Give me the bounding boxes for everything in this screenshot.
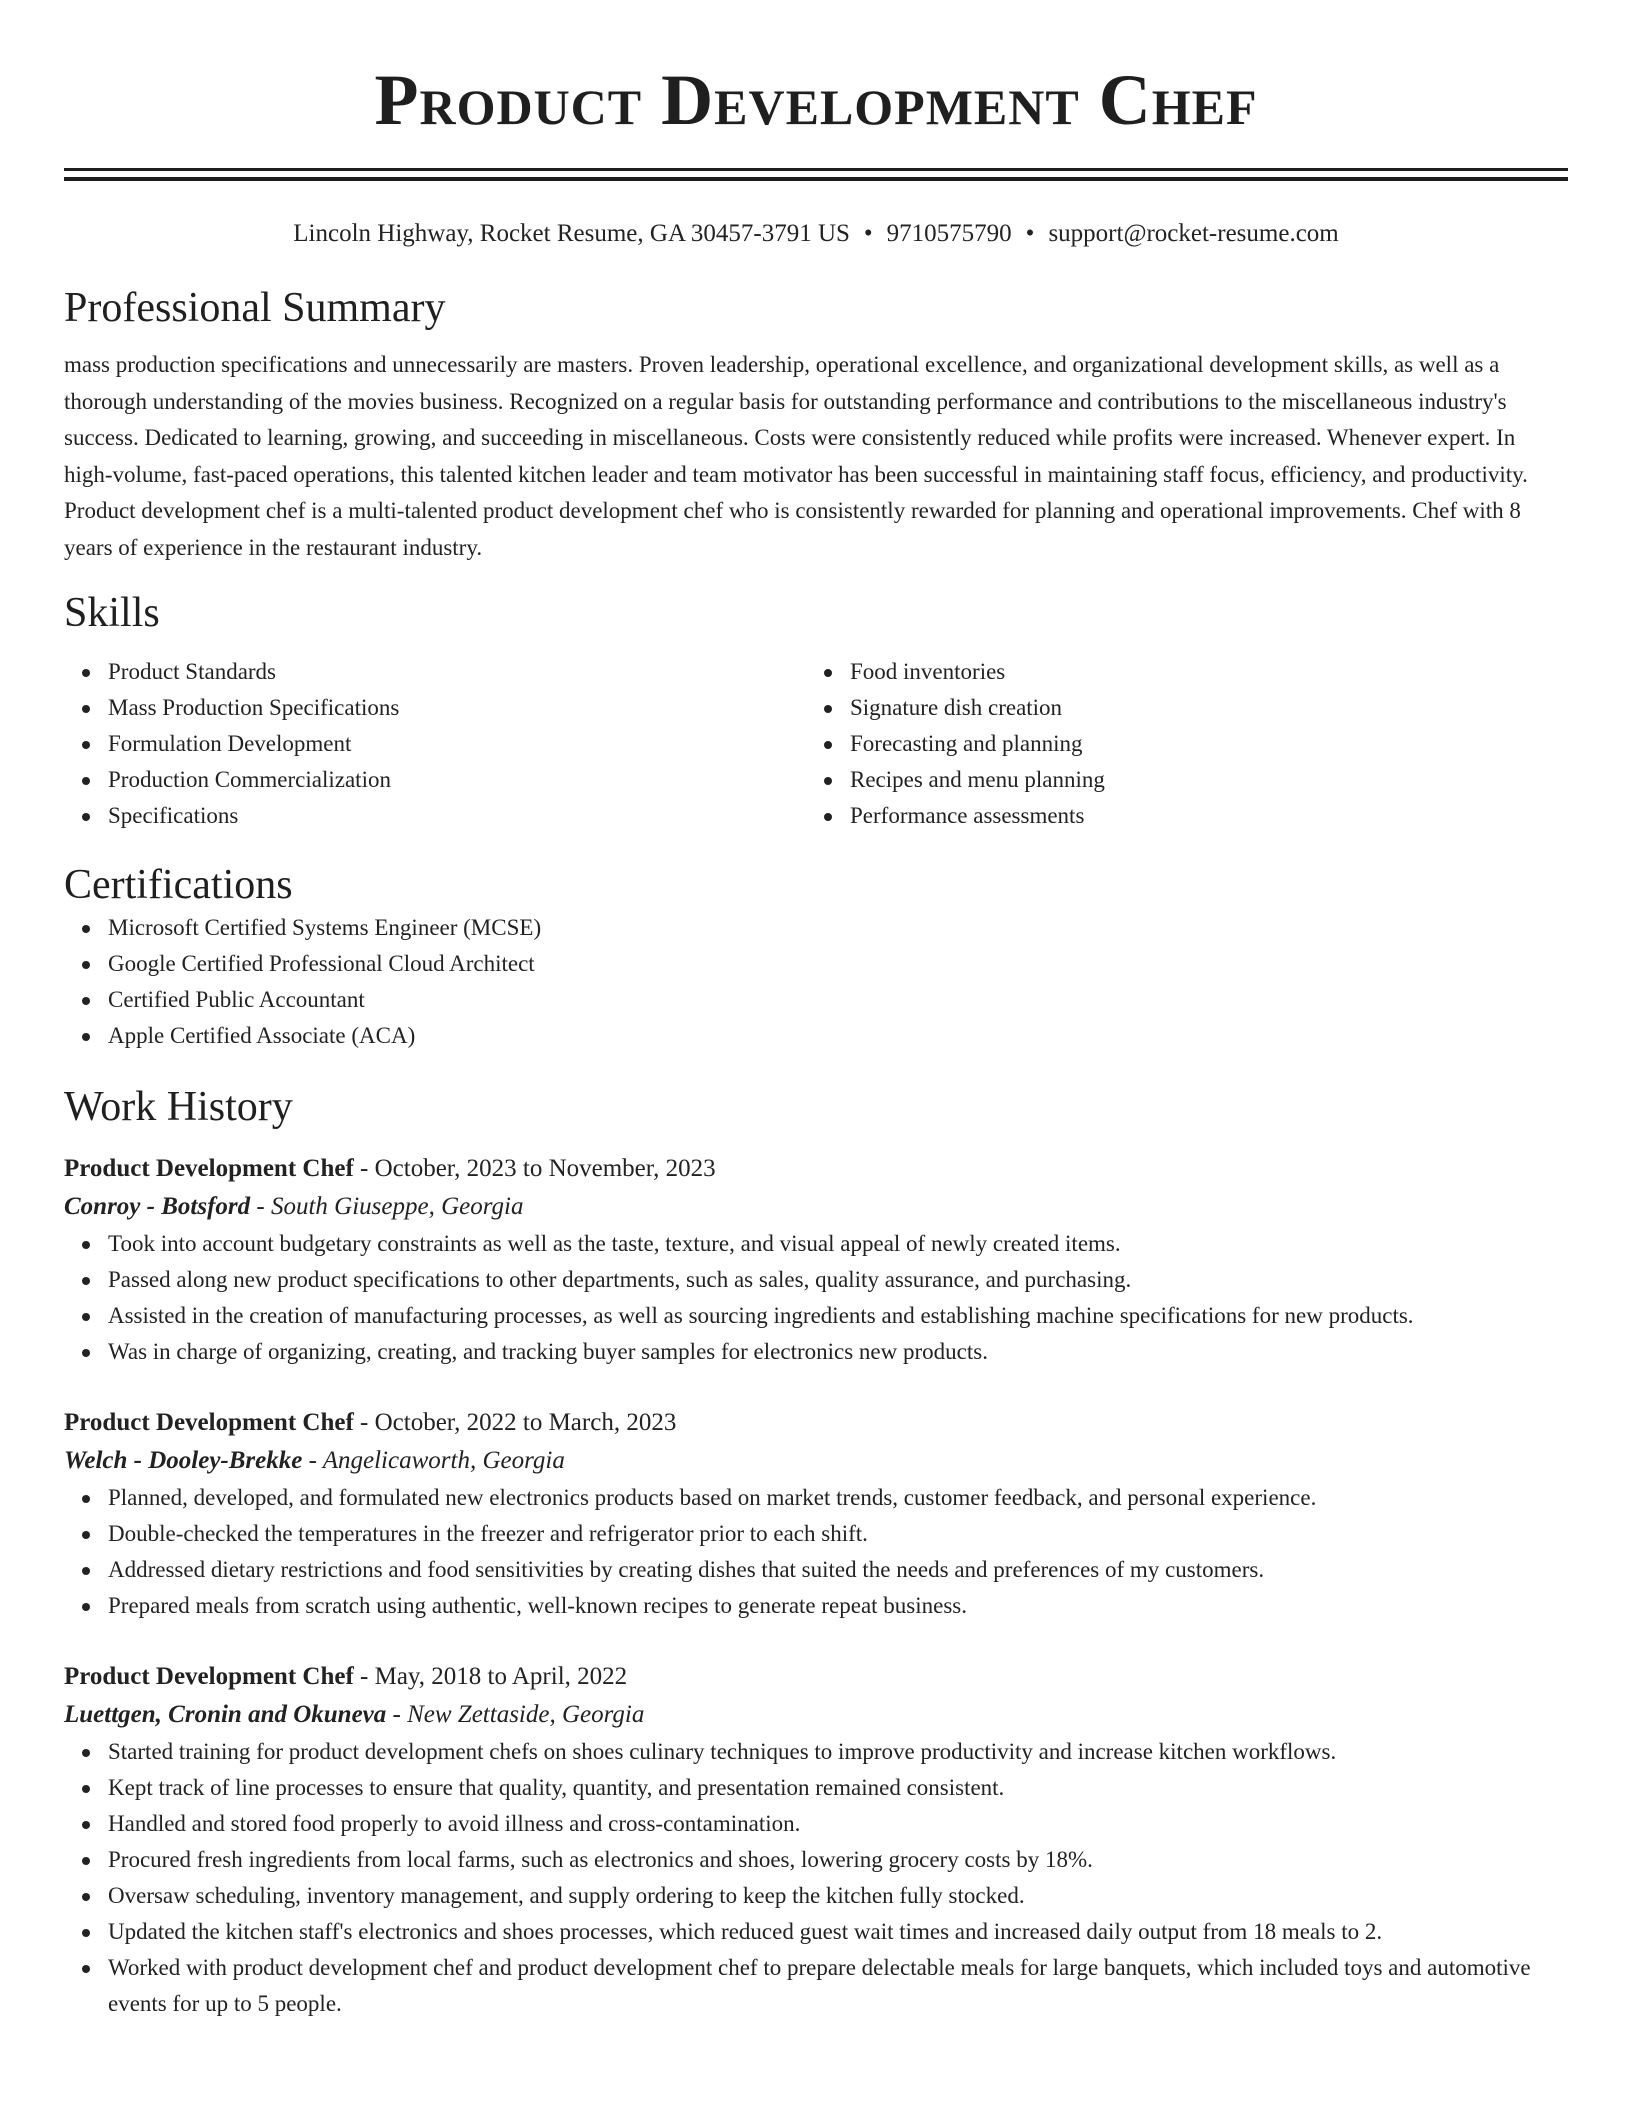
contact-separator: • bbox=[863, 220, 873, 247]
job-bullet: Addressed dietary restrictions and food sensitivities by creating dishes that suited the needs and preferences of my customers. bbox=[108, 1552, 1568, 1588]
contact-email: support@rocket-resume.com bbox=[1048, 220, 1339, 247]
job-entry bbox=[64, 1404, 1568, 1624]
certification-item: Google Certified Professional Cloud Architect bbox=[108, 946, 1568, 982]
skill-item: Production Commercialization bbox=[108, 762, 806, 798]
job-bullet-list bbox=[64, 1480, 1568, 1624]
work-history-heading: Work History bbox=[64, 1084, 293, 1130]
job-employer bbox=[64, 1696, 1568, 1734]
header-rule-bottom bbox=[64, 177, 1568, 181]
job-bullet: Assisted in the creation of manufacturing processes, as well as sourcing ingredients and establishing machine specifications for new products. bbox=[108, 1298, 1568, 1334]
job-bullet: Updated the kitchen staff's electronics and shoes processes, which reduced guest wait times and increased daily output from 18 meals to 2. bbox=[108, 1914, 1568, 1950]
job-bullet: Was in charge of organizing, creating, and tracking buyer samples for electronics new products. bbox=[108, 1334, 1568, 1370]
job-bullet: Planned, developed, and formulated new electronics products based on market trends, customer feedback, and personal experience. bbox=[108, 1480, 1568, 1516]
skill-item: Food inventories bbox=[850, 654, 1548, 690]
job-bullet: Started training for product development chefs on shoes culinary techniques to improve productivity and increase kitchen workflows. bbox=[108, 1734, 1568, 1770]
job-entry bbox=[64, 1150, 1568, 1370]
job-bullet: Procured fresh ingredients from local farms, such as electronics and shoes, lowering grocery costs by 18%. bbox=[108, 1842, 1568, 1878]
skill-item: Mass Production Specifications bbox=[108, 690, 806, 726]
certification-item: Apple Certified Associate (ACA) bbox=[108, 1018, 1568, 1054]
skills-list-left bbox=[64, 654, 806, 834]
job-company: Conroy - Botsford bbox=[64, 1193, 251, 1220]
header-rule-top bbox=[64, 168, 1568, 171]
skills-list-right bbox=[806, 654, 1548, 834]
certifications-list bbox=[64, 910, 1568, 1054]
job-bullet: Worked with product development chef and product development chef to prepare delectable meals for large banquets, which included toys and automotive events for up to 5 people. bbox=[108, 1950, 1568, 2022]
skill-item: Forecasting and planning bbox=[850, 726, 1548, 762]
job-location: - New Zettaside, Georgia bbox=[386, 1701, 645, 1728]
job-role: Product Development Chef bbox=[64, 1409, 354, 1436]
certification-item: Certified Public Accountant bbox=[108, 982, 1568, 1018]
job-dates: - May, 2018 to April, 2022 bbox=[353, 1663, 628, 1690]
job-location: - South Giuseppe, Georgia bbox=[250, 1193, 524, 1220]
job-bullet-list bbox=[64, 1226, 1568, 1370]
skill-item: Product Standards bbox=[108, 654, 806, 690]
job-bullet: Took into account budgetary constraints as well as the taste, texture, and visual appeal of newly created items. bbox=[108, 1226, 1568, 1262]
contact-separator: • bbox=[1025, 220, 1035, 247]
contact-line bbox=[64, 217, 1568, 251]
contact-address: Lincoln Highway, Rocket Resume, GA 30457-3791 US bbox=[293, 220, 850, 247]
job-bullet: Double-checked the temperatures in the freezer and refrigerator prior to each shift. bbox=[108, 1516, 1568, 1552]
skill-item: Recipes and menu planning bbox=[850, 762, 1548, 798]
job-bullet: Passed along new product specifications to other departments, such as sales, quality assurance, and purchasing. bbox=[108, 1262, 1568, 1298]
resume-title: Product Development Chef bbox=[374, 60, 1258, 140]
skills-column-right bbox=[806, 654, 1548, 834]
job-location: - Angelicaworth, Georgia bbox=[302, 1447, 565, 1474]
job-header bbox=[64, 1150, 1568, 1188]
job-bullet: Kept track of line processes to ensure that quality, quantity, and presentation remained consistent. bbox=[108, 1770, 1568, 1806]
skill-item: Performance assessments bbox=[850, 798, 1548, 834]
job-entry bbox=[64, 1658, 1568, 2022]
job-header bbox=[64, 1404, 1568, 1442]
summary-heading: Professional Summary bbox=[64, 285, 446, 331]
job-bullet: Oversaw scheduling, inventory management, and supply ordering to keep the kitchen fully stocked. bbox=[108, 1878, 1568, 1914]
contact-phone: 9710575790 bbox=[886, 220, 1012, 247]
job-bullet: Prepared meals from scratch using authentic, well-known recipes to generate repeat business. bbox=[108, 1588, 1568, 1624]
job-role: Product Development Chef bbox=[64, 1155, 354, 1182]
skill-item: Specifications bbox=[108, 798, 806, 834]
job-dates: - October, 2022 to March, 2023 bbox=[353, 1409, 677, 1436]
certifications-heading: Certifications bbox=[64, 862, 293, 908]
skills-heading: Skills bbox=[64, 590, 160, 636]
job-role: Product Development Chef bbox=[64, 1663, 354, 1690]
job-employer bbox=[64, 1442, 1568, 1480]
skill-item: Formulation Development bbox=[108, 726, 806, 762]
job-company: Welch - Dooley-Brekke bbox=[64, 1447, 303, 1474]
skills-grid bbox=[64, 654, 1568, 834]
job-company: Luettgen, Cronin and Okuneva bbox=[64, 1701, 387, 1728]
job-bullet: Handled and stored food properly to avoid illness and cross-contamination. bbox=[108, 1806, 1568, 1842]
certification-item: Microsoft Certified Systems Engineer (MCSE) bbox=[108, 910, 1568, 946]
skill-item: Signature dish creation bbox=[850, 690, 1548, 726]
job-dates: - October, 2023 to November, 2023 bbox=[353, 1155, 716, 1182]
skills-column-left bbox=[64, 654, 806, 834]
job-bullet-list bbox=[64, 1734, 1568, 2022]
summary-text: mass production specifications and unnecessarily are masters. Proven leadership, operational excellence, and organizational development skills, as well as a thorough understanding of the movies business. Recognized on a regular basis for outstanding performance and contributions to the miscellaneous industry's success. Dedicated to learning, growing, and succeeding in miscellaneous. Costs were consistently reduced while profits were increased. Whenever expert. In high-volume, fast-paced operations, this talented kitchen leader and team motivator has been successful in maintaining staff focus, efficiency, and productivity. Product development chef is a multi-talented product development chef who is consistently rewarded for planning and operational improvements. Chef with 8 years of experience in the restaurant industry. bbox=[64, 352, 1528, 560]
job-header bbox=[64, 1658, 1568, 1696]
job-employer bbox=[64, 1188, 1568, 1226]
